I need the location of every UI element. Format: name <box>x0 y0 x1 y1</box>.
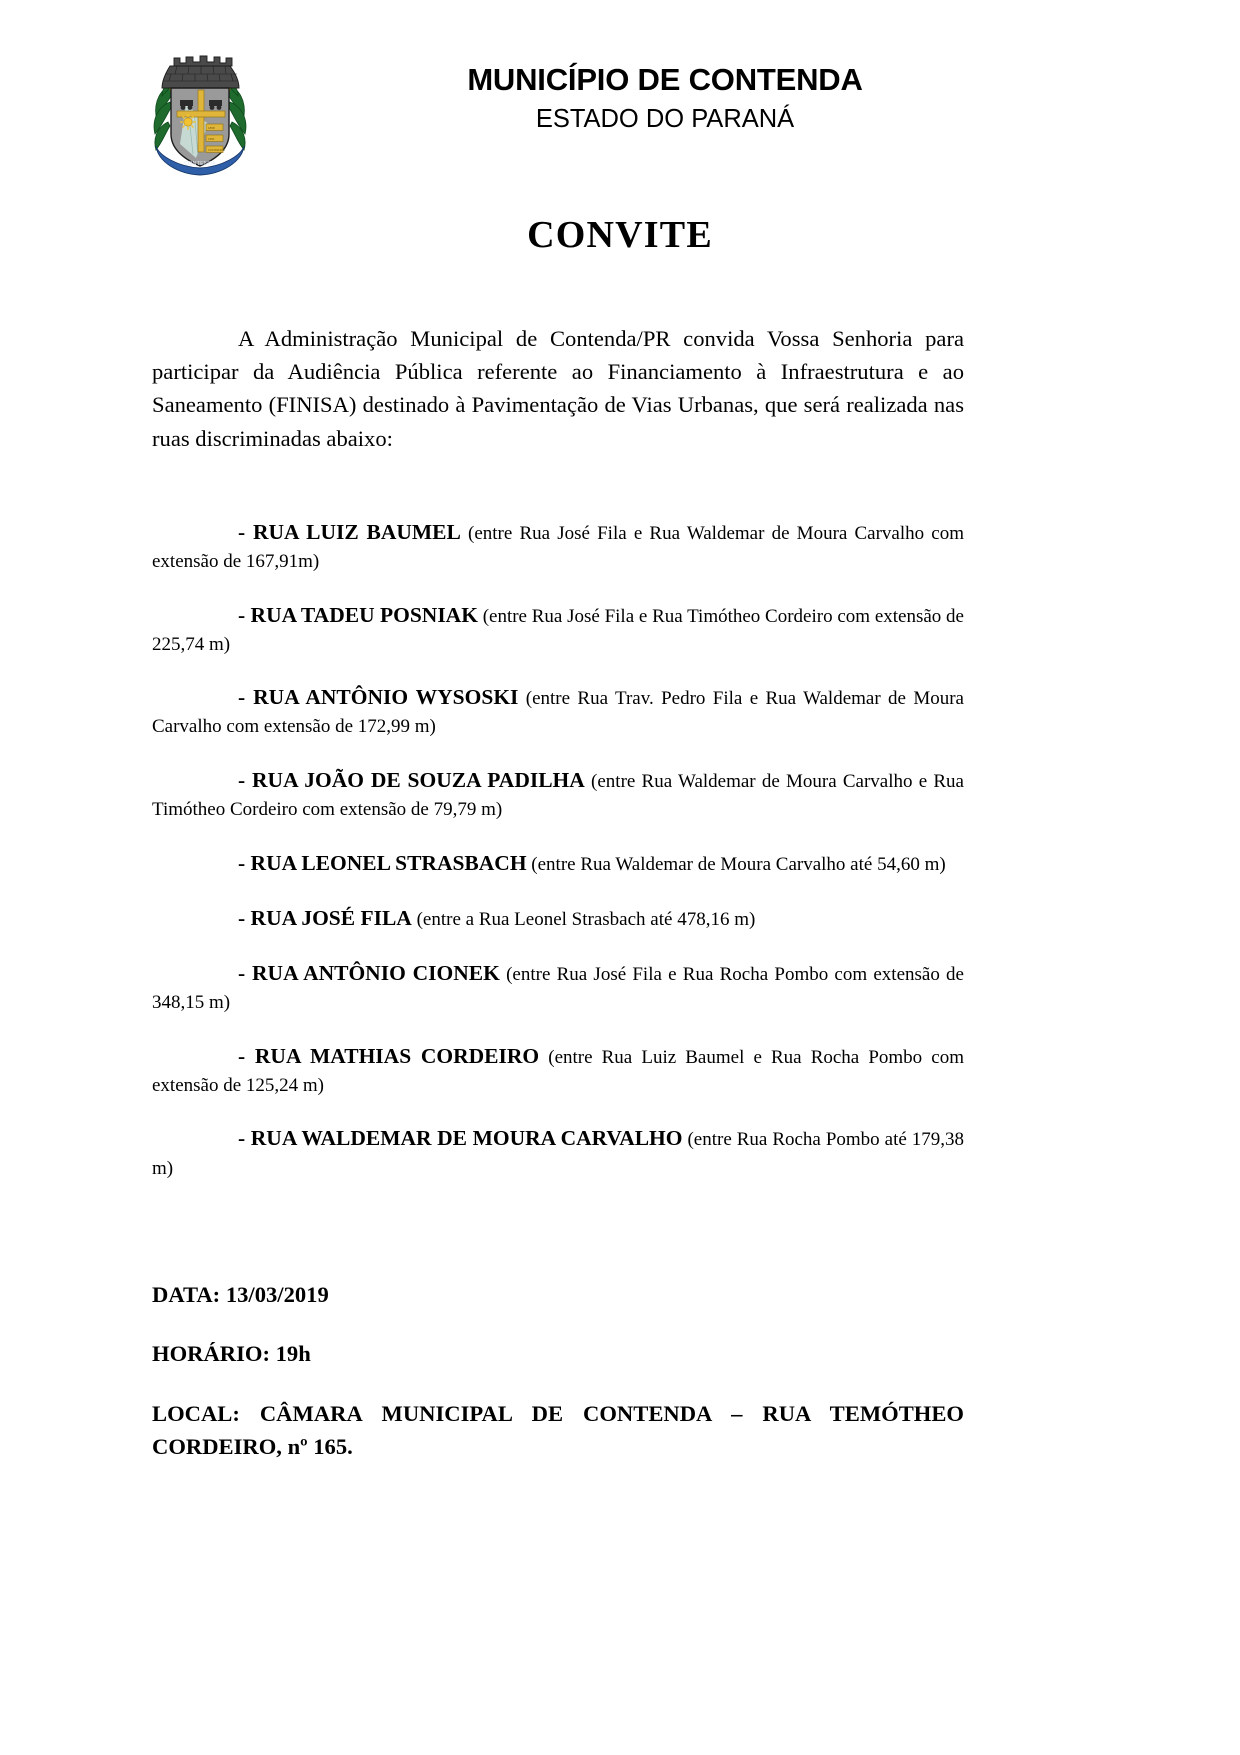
list-item <box>152 765 964 824</box>
street-prefix: - <box>238 1126 251 1151</box>
list-item <box>152 600 964 659</box>
event-location: LOCAL: CÂMARA MUNICIPAL DE CONTENDA – RUA TEMÓTHEO CORDEIRO, nº 165. <box>152 1400 964 1459</box>
coat-of-arms-container <box>140 36 260 176</box>
street-list <box>152 517 964 1182</box>
street-description: (entre Rua Waldemar de Moura Carvalho e Rua Timótheo Cordeiro com extensão de 79,79 m) <box>152 770 964 821</box>
svg-text:CONTENDA: CONTENDA <box>184 161 216 167</box>
svg-text:1951: 1951 <box>208 136 215 141</box>
street-name: RUA ANTÔNIO CIONEK <box>252 961 500 986</box>
list-item <box>152 958 964 1017</box>
street-prefix: - <box>238 602 251 627</box>
list-item <box>152 682 964 741</box>
event-date: DATA: 13/03/2019 <box>152 1282 329 1308</box>
street-name: RUA JOSÉ FILA <box>250 905 412 930</box>
document-title: CONVITE <box>527 214 713 256</box>
street-name: RUA MATHIAS CORDEIRO <box>254 1043 540 1068</box>
svg-text:CONTENDA: CONTENDA <box>208 147 225 152</box>
street-description: (entre Rua José Fila e Rua Timótheo Cordeiro com extensão de 225,74 m) <box>152 605 964 655</box>
street-description: (entre Rua Rocha Pombo até 179,38 m) <box>152 1129 965 1179</box>
street-description: (entre Rua Trav. Pedro Fila e Rua Waldemar de Moura Carvalho com extensão de 172,99 m) <box>152 688 964 738</box>
list-item <box>152 848 964 879</box>
street-prefix: - <box>238 1043 255 1068</box>
organization-title: MUNICÍPIO DE CONTENDA <box>467 62 863 97</box>
street-description: (entre Rua José Fila e Rua Rocha Pombo com extensão de 348,15 m) <box>152 964 964 1014</box>
street-description: (entre a Rua Leonel Strasbach até 478,16 m) <box>411 908 756 930</box>
street-prefix: - <box>238 685 254 710</box>
street-description: (entre Rua José Fila e Rua Waldemar de Moura Carvalho com extensão de 167,91m) <box>152 522 964 572</box>
street-description: (entre Rua Waldemar de Moura Carvalho até 54,60 m) <box>526 853 946 875</box>
street-name: RUA TADEU POSNIAK <box>250 602 478 627</box>
street-name: RUA LUIZ BAUMEL <box>252 519 461 544</box>
list-item <box>152 1041 964 1100</box>
list-item <box>152 517 964 576</box>
document-body <box>152 322 964 1463</box>
street-prefix: - <box>238 519 253 544</box>
organization-subtitle: ESTADO DO PARANÁ <box>535 104 795 133</box>
event-time: HORÁRIO: 19h <box>152 1341 311 1367</box>
header-text-block <box>260 36 1240 136</box>
street-name: RUA JOÃO DE SOUZA PADILHA <box>252 767 585 792</box>
list-item <box>152 903 964 934</box>
street-prefix: - <box>238 850 251 875</box>
street-prefix: - <box>238 905 251 930</box>
svg-text:1858: 1858 <box>208 125 215 130</box>
street-name: RUA LEONEL STRASBACH <box>250 850 527 875</box>
street-prefix: - <box>238 961 253 986</box>
list-item <box>152 1123 964 1182</box>
street-name: RUA WALDEMAR DE MOURA CARVALHO <box>250 1126 683 1151</box>
street-prefix: - <box>238 767 253 792</box>
document-header <box>0 36 1240 176</box>
coat-of-arms-icon <box>144 36 256 176</box>
intro-paragraph: A Administração Municipal de Contenda/PR convida Vossa Senhoria para participar da Audiência Pública referente ao Financiamento à Infraestrutura e ao Saneamento (FINISA) destinado à Pavimentação de Vias Urbanas, que será realizada nas ruas discriminadas abaixo: <box>152 326 964 451</box>
street-name: RUA ANTÔNIO WYSOSKI <box>253 685 519 710</box>
street-description: (entre Rua Luiz Baumel e Rua Rocha Pombo com extensão de 125,24 m) <box>152 1046 964 1096</box>
event-details <box>152 1278 964 1463</box>
